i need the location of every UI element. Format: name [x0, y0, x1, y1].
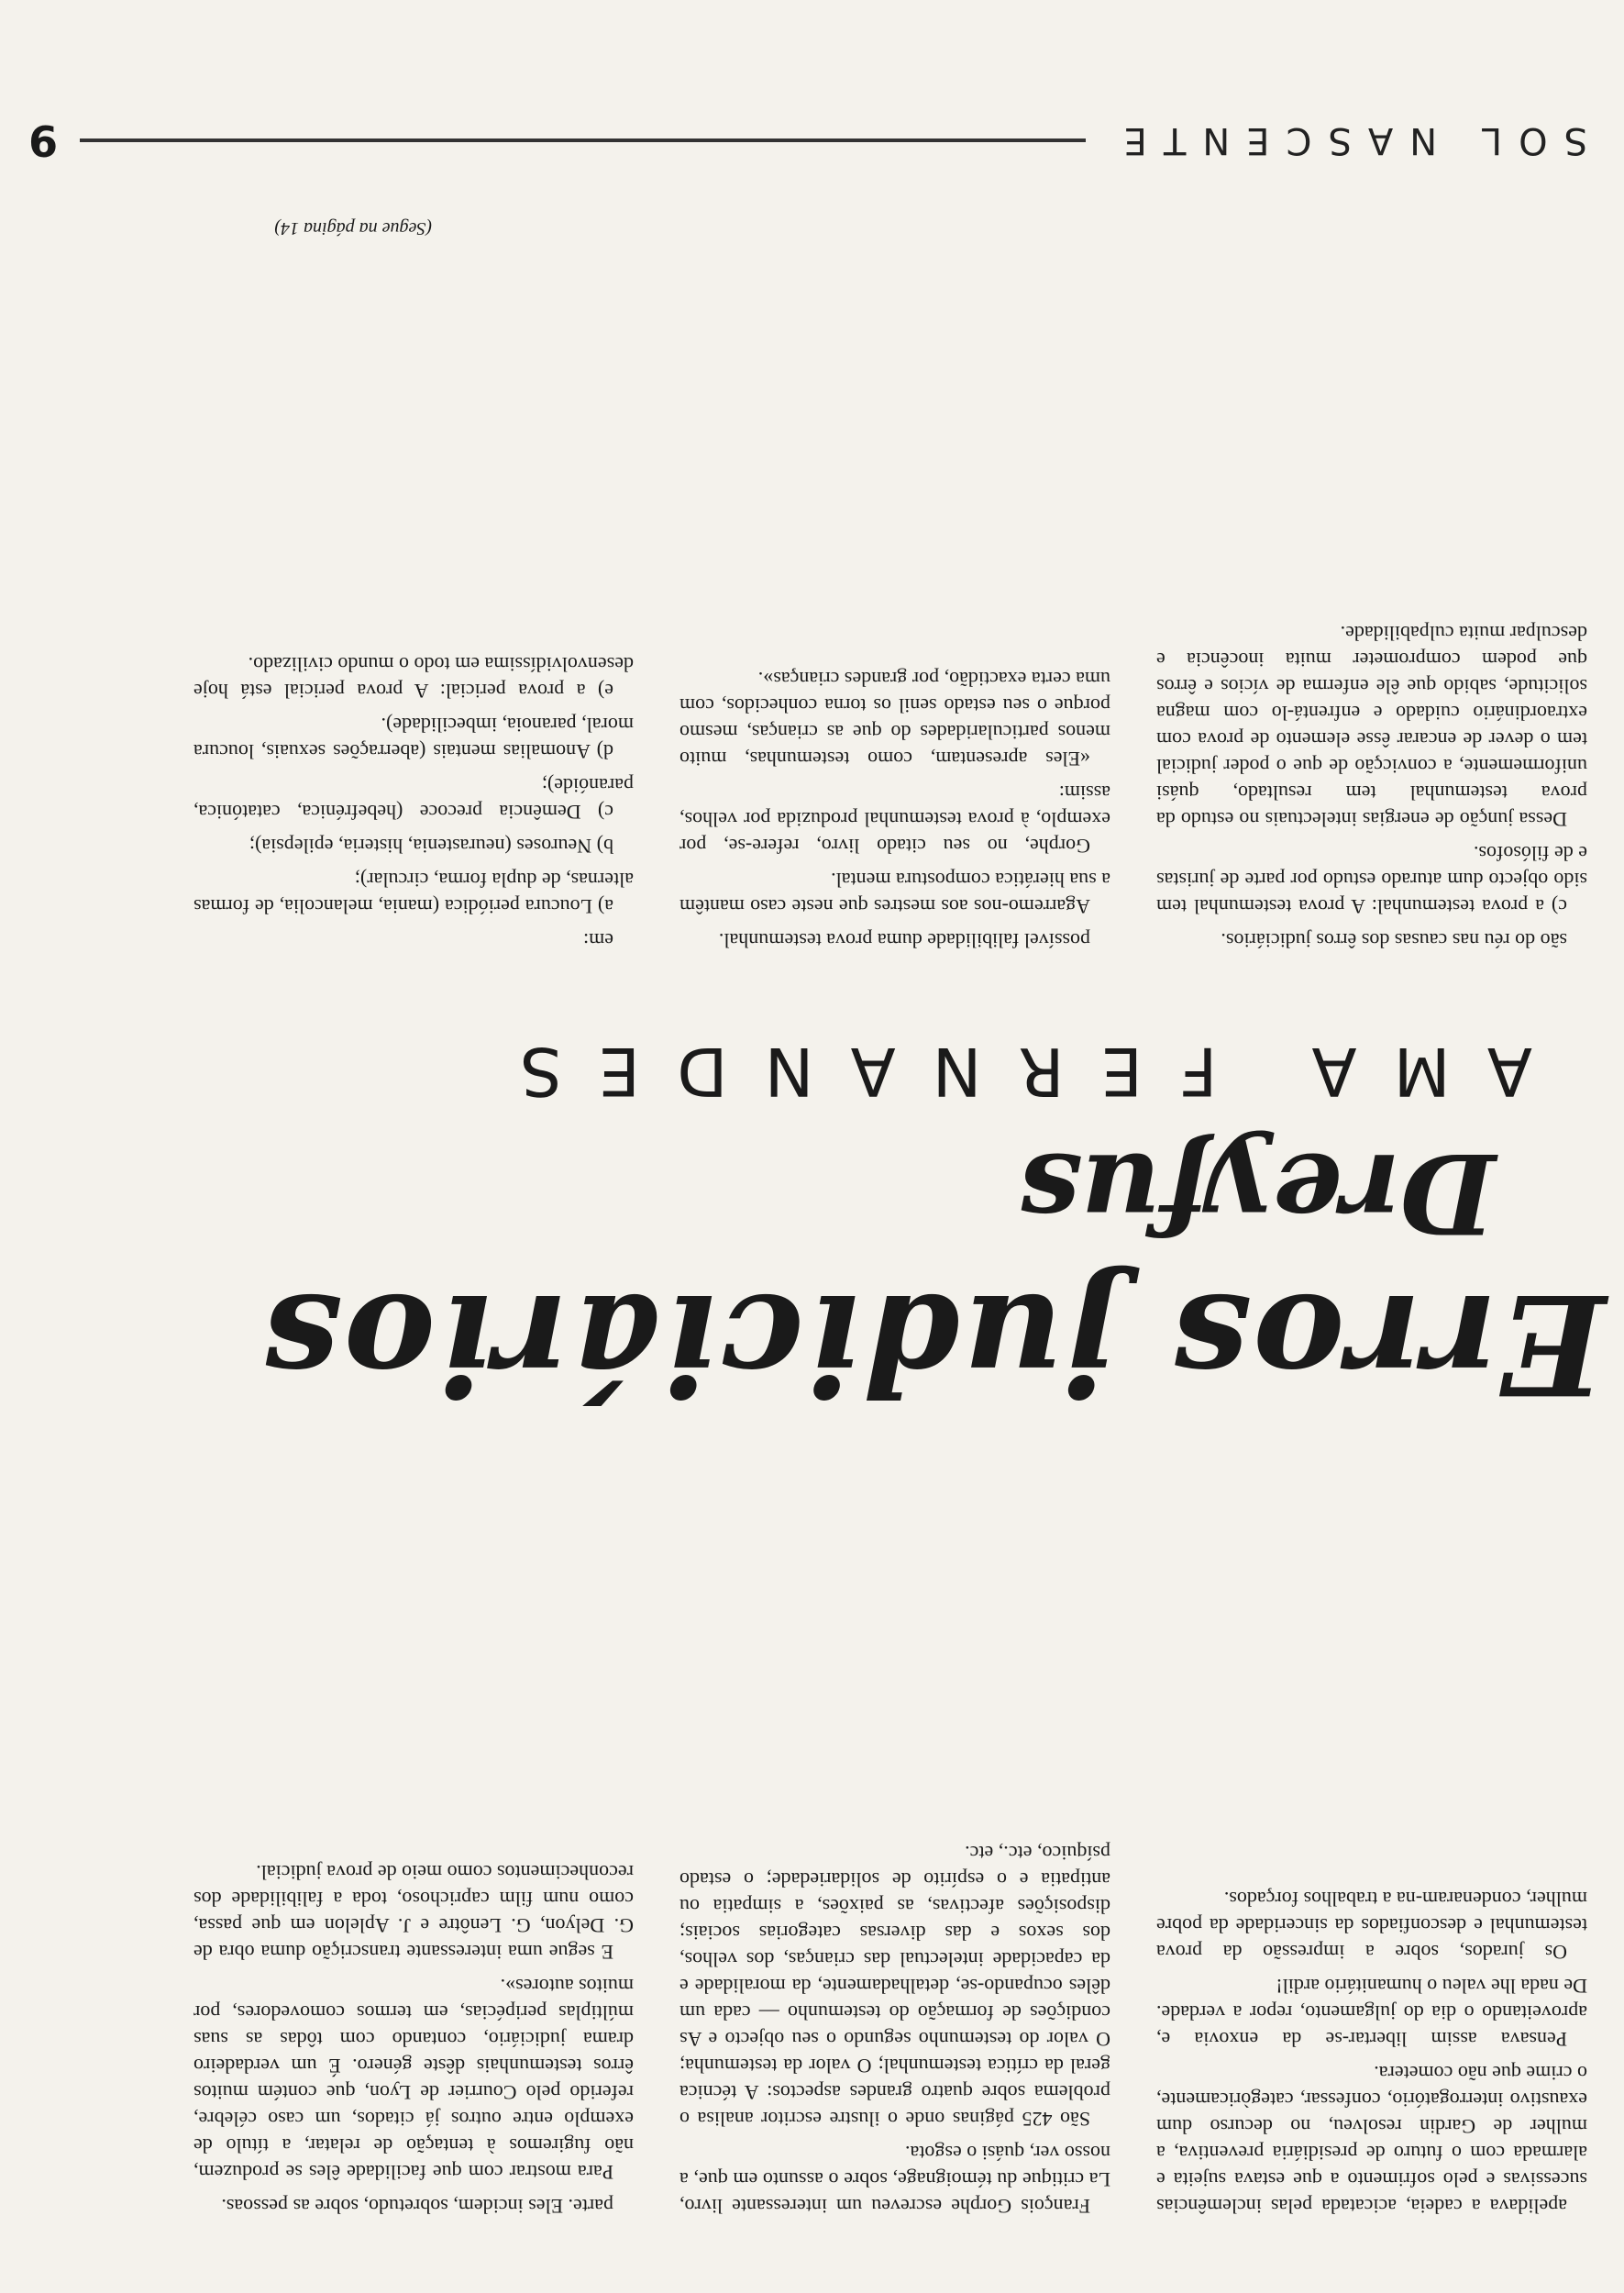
paragraph: Agarremo-nos aos mestres que neste caso mantêm a sua hierática compostura mental. [679, 868, 1110, 918]
headline-line-2: Dreyfus [1019, 1128, 1496, 1257]
paragraph: b) Neuroses (neurastenia, histeria, epilepsia); [249, 834, 613, 858]
paragraph: parte. Eles incidem, sobretudo, sobre as pessoas. [221, 2195, 613, 2218]
article-headline [28, 1033, 1606, 1424]
author-byline: AMA FERNANDES [482, 1033, 1532, 1110]
paragraph: Para mostrar com que facilidade êles se produzem, não fugiremos à tentação de relatar, a título de exemplo entre outros já citados, um caso célebre, referido pelo Courrier de Lyon, que contém muitos êrros testemunhais dêste género. É um verdadeiro drama judiciário, contando com tôdas as suas múltiplas peripécias, em termos comovedores, por muitos autores». [193, 1974, 634, 2184]
publication-title: SOL NASCENTE [1107, 119, 1587, 161]
paragraph: e) a prova pericial: A prova pericial está hoje desenvolvidíssima em todo o mundo civilizado. [193, 652, 634, 703]
paragraph: E segue uma interessante transcrição duma obra de G. Delyon, G. Lenôtre e J. Aplelon em que passa, como num film caprichoso, toda a falibilidade dos reconhecimentos como meio de prova judicial. [193, 1860, 634, 1964]
masthead [28, 108, 1587, 172]
paragraph: c) a prova testemunhal: A prova testemunhal tem sido objecto dum aturado estudo por parte de juristas e de filósofos. [1156, 841, 1587, 918]
text-column-3 [193, 1458, 634, 2220]
paragraph: possível falibilidade duma prova testemunhal. [718, 929, 1090, 952]
paragraph: São 425 páginas onde o ilustre escritor analisa o problema sobre quatro grandes aspectos: A técnica geral da crítica testemunhal; O valor da testemunha; O valor do testemunho segundo o seu objecto e As condições de formação do testemunho — cada um dêles ocupando-se, detalhadamente, da moralidade e da capacidade intelectual das crianças, dos velhos, dos sexos e das diversas categorias sociais; disposições afectivas, as paixões, a simpatia ou antipatia e o espírito de solidariedade; o estado psíquico, etc., etc. [679, 1841, 1110, 2131]
paragraph: Gorphe, no seu citado livro, refere-se, por exemplo, à prova testemunhal produzida por velhos, assim: [679, 781, 1110, 858]
continuation-note: (Segue na página 14) [274, 218, 432, 238]
masthead-rule [80, 138, 1086, 142]
paragraph: «Eles apresentam, como testemunhas, muito menos particularidades do que as crianças, mesmo porque o seu estado senil os torna conhecidos, com uma certa exactidão, por grandes crianças». [679, 667, 1110, 770]
paragraph: François Gorphe escreveu um interessante livro, La critique du témoignage, sobre o assunto em que, a nosso ver, quási o esgota. [679, 2141, 1110, 2218]
text-column-4 [1156, 220, 1587, 954]
paragraph: c) Demência precoce (hebefrénica, catatónica, paranóide); [193, 773, 634, 824]
paragraph: Dessa junção de energias intelectuais no estudo da prova testemunhal tem resultado, quási uniformemente, a convicção de que o poder judicial tem o dever de encarar êsse elemento de prova com extraordinário cuidado e enfrentá-lo com magna solicitude, sabido que êle enferma de vícios e êrros que podem comprometer muita inocência e desculpar muita culpabilidade. [1156, 621, 1587, 831]
paragraph: apelidava a cadeia, acicatada pelas inclemências sucessivas e pelo sofrimento a que estava sujeita e alarmada com o futuro de presidiária preventiva, a mulher de Gardin resolveu, no decurso dum exaustivo interrogatório, confessar, categòricamente, o crime que não cometera. [1156, 2061, 1587, 2218]
paragraph: Os jurados, sobre a impressão da prova testemunhal e desconfiados da sinceridade da pobre mulher, condenaram-na a trabalhos forçados. [1156, 1887, 1587, 1964]
text-column-6 [193, 220, 634, 954]
text-column-5 [679, 220, 1110, 954]
headline-line-1: Erros judiciários [259, 1263, 1606, 1424]
paragraph: em: [583, 929, 613, 952]
page-number: 9 [28, 116, 59, 165]
paragraph: d) Anomalias mentais (aberrações sexuais, loucura moral, paranoia, imbecilidade). [193, 713, 634, 763]
paragraph: a) Loucura periódica (mania, melancolia, de formas alternas, de dupla forma, circular); [193, 868, 634, 918]
text-column-2 [679, 1458, 1110, 2220]
paragraph: são do réu nas causas dos êrros judiciários. [1221, 929, 1567, 952]
paragraph: Pensava assim libertar-se da enxovia e, aproveitando o dia do julgamento, repor a verdade. De nada lhe valeu o humanitário ardil! [1156, 1974, 1587, 2051]
text-column-1 [1156, 1458, 1587, 2220]
